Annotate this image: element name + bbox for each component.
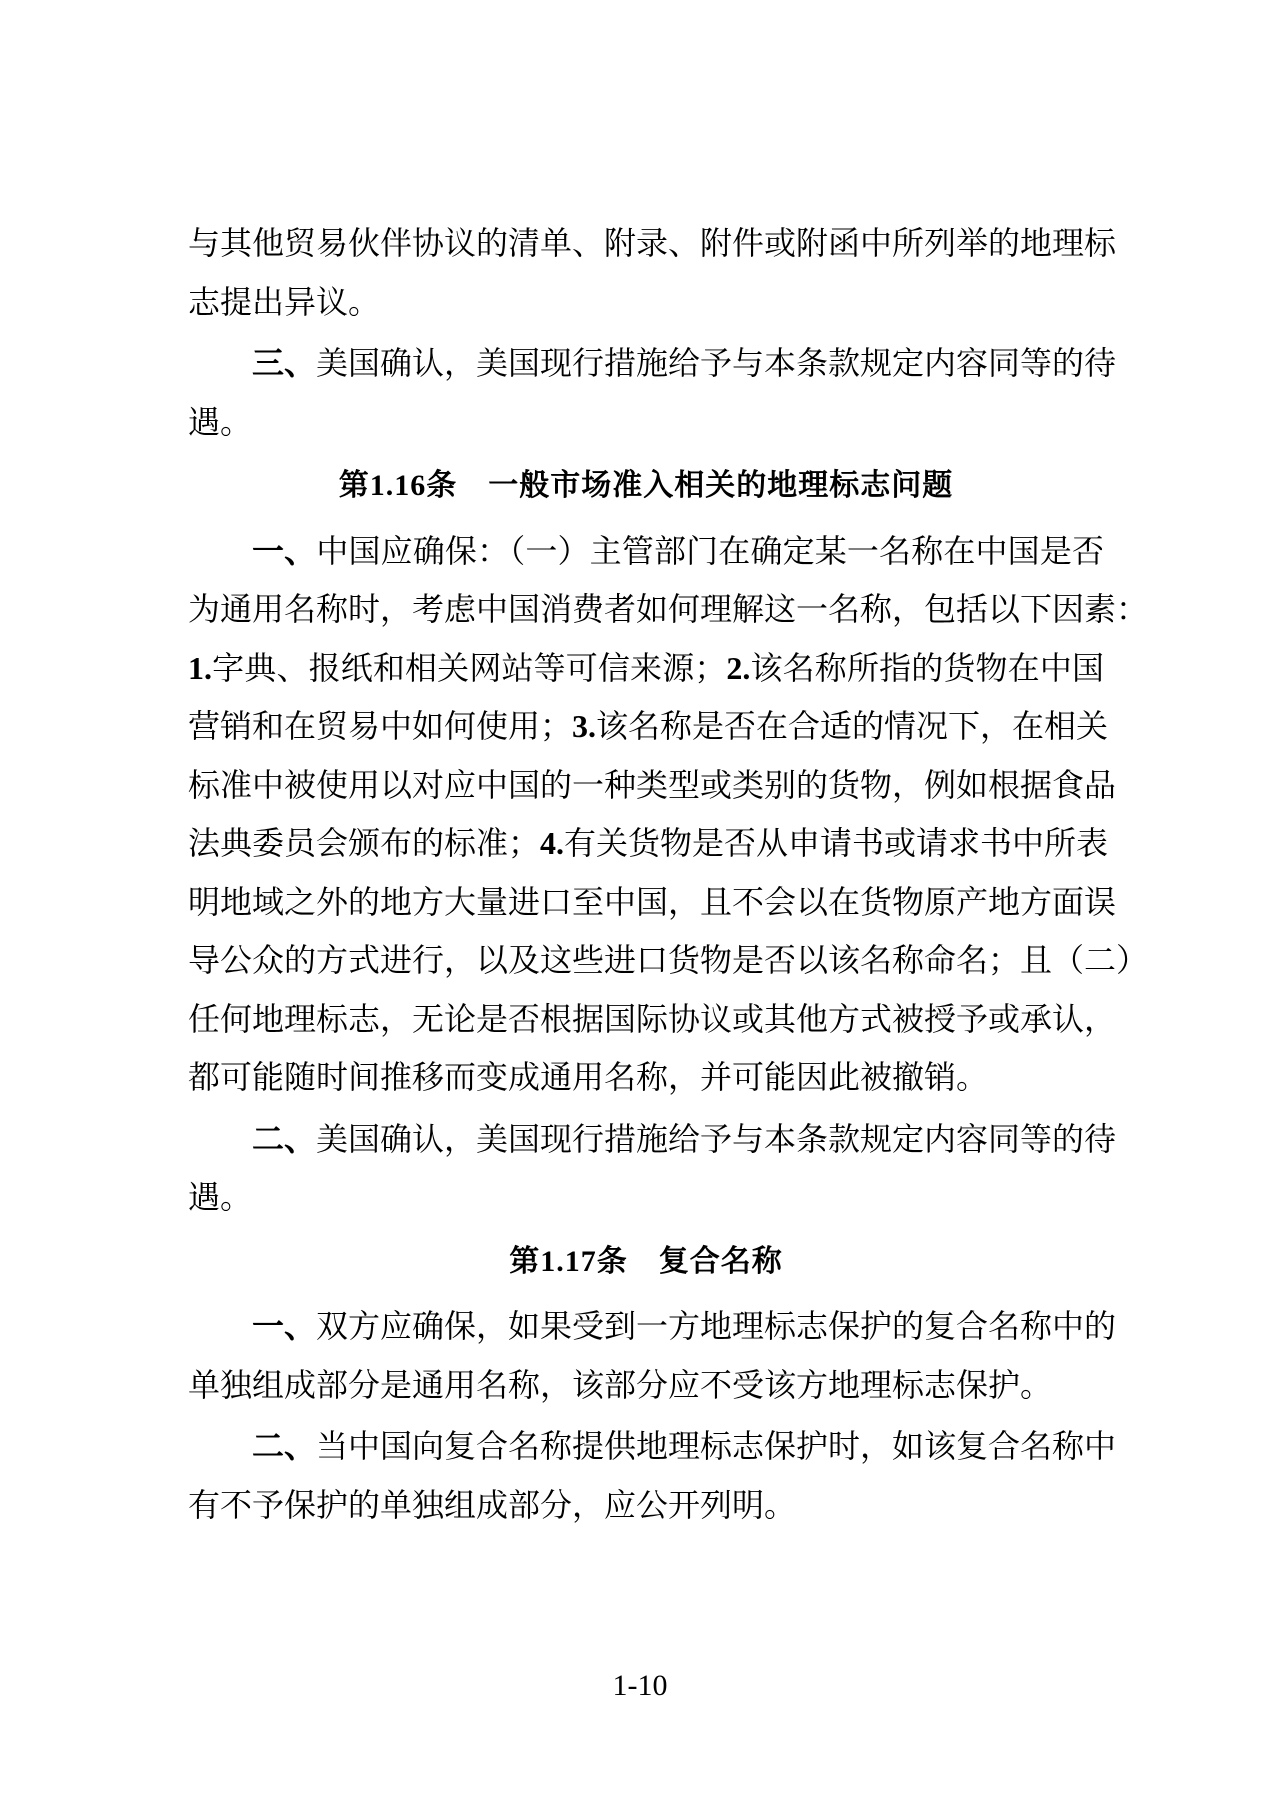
text-segment: 标准中被使用以对应中国的一种类型或类别的货物，例如根据食品 (188, 766, 1117, 803)
text-line (188, 1168, 1104, 1227)
text-line (188, 393, 1104, 452)
list-marker: 三、 (252, 345, 317, 381)
list-marker: 一、 (252, 532, 317, 569)
text-segment: 营销和在贸易中如何使用； (188, 708, 573, 744)
list-marker: 一、 (252, 1308, 317, 1344)
paragraph (188, 334, 1117, 451)
text-line (188, 1297, 1117, 1356)
list-marker: 二、 (252, 1120, 317, 1157)
text-line (188, 873, 1117, 932)
list-marker: 2. (726, 649, 751, 686)
text-line (188, 580, 1149, 639)
section-heading: 第1.16条 一般市场准入相关的地理标志问题 (338, 469, 954, 502)
paragraph (188, 214, 1117, 331)
text-segment: 美国确认，美国现行措施给予与本条款规定内容同等的待 (316, 345, 1117, 381)
text-line (188, 522, 1104, 581)
text-segment: 字典、报纸和相关网站等可信来源； (212, 649, 727, 686)
section-heading: 第1.17条 复合名称 (509, 1244, 783, 1278)
text-segment: 双方应确保，如果受到一方地理标志保护的复合名称中的 (316, 1308, 1117, 1344)
text-line (188, 1110, 1117, 1169)
text-line (188, 639, 1104, 698)
paragraph (188, 1110, 1117, 1227)
text-line (188, 931, 1149, 990)
text-line (188, 814, 1109, 873)
text-line (188, 1356, 1104, 1415)
text-segment: 中国应确保：（一）主管部门在确定某一名称在中国是否 (316, 532, 1104, 569)
list-marker: 4. (540, 825, 565, 861)
list-marker: 二、 (252, 1428, 317, 1464)
text-line (188, 214, 1117, 273)
text-line (188, 334, 1117, 393)
text-segment: 与其他贸易伙伴协议的清单、附录、附件或附函中所列举的地理标 (188, 225, 1117, 261)
page-number: 1-10 (612, 1669, 668, 1702)
paragraph (188, 1297, 1117, 1414)
text-line (188, 1417, 1117, 1476)
text-segment: 有关货物是否从申请书或请求书中所表 (564, 825, 1109, 861)
list-marker: 1. (188, 649, 212, 686)
text-segment: 都可能随时间推移而变成通用名称，并可能因此被撤销。 (188, 1059, 989, 1095)
list-marker: 3. (572, 708, 597, 744)
text-segment: 明地域之外的地方大量进口至中国，且不会以在货物原产地方面误 (188, 883, 1117, 920)
text-segment: 当中国向复合名称提供地理标志保护时，如该复合名称中 (316, 1428, 1117, 1464)
text-segment: 为通用名称时，考虑中国消费者如何理解这一名称，包括以下因素： (188, 591, 1149, 627)
text-segment: 任何地理标志，无论是否根据国际协议或其他方式被授予或承认， (188, 1000, 1117, 1037)
text-line (188, 756, 1117, 815)
text-segment: 遇。 (188, 1179, 253, 1215)
text-line (188, 1476, 1104, 1535)
paragraph (188, 522, 1149, 1107)
text-segment: 单独组成部分是通用名称，该部分应不受该方地理标志保护。 (188, 1366, 1053, 1403)
text-segment: 导公众的方式进行，以及这些进口货物是否以该名称命名；且（二） (188, 942, 1149, 978)
text-line (188, 273, 1104, 332)
text-segment: 遇。 (188, 403, 253, 440)
text-line (188, 990, 1117, 1049)
text-segment: 志提出异议。 (188, 283, 381, 320)
document-body (188, 214, 1149, 1537)
text-segment: 法典委员会颁布的标准； (188, 825, 541, 861)
text-segment: 有不予保护的单独组成部分，应公开列明。 (188, 1486, 797, 1523)
text-line (188, 697, 1109, 756)
paragraph (188, 1417, 1117, 1534)
text-segment: 该名称是否在合适的情况下，在相关 (596, 708, 1109, 744)
text-segment: 美国确认，美国现行措施给予与本条款规定内容同等的待 (316, 1120, 1117, 1157)
text-segment: 该名称所指的货物在中国 (750, 649, 1104, 686)
text-line (188, 1048, 1104, 1107)
